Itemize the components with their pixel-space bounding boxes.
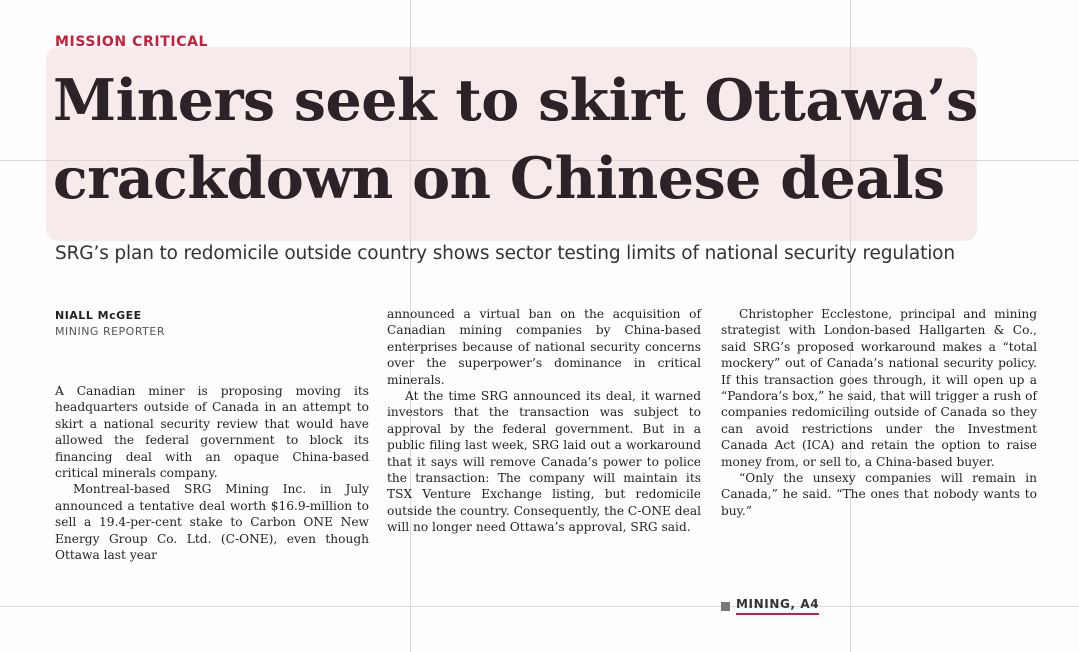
continued-label: MINING, A4 (736, 597, 819, 615)
author-role: MINING REPORTER (55, 325, 165, 338)
article-column-1 (55, 383, 369, 563)
paragraph: announced a virtual ban on the acquisition of Canadian mining companies by China-based enterprises because of national security concerns over the superpower’s dominance in critical minerals. (387, 307, 701, 387)
headline: Miners seek to skirt Ottawa’s crackdown on Chinese deals (53, 67, 978, 212)
article-column-2 (387, 306, 701, 536)
subheadline: SRG’s plan to redomicile outside country shows sector testing limits of national security regulation (55, 243, 955, 264)
kicker: MISSION CRITICAL (55, 34, 209, 50)
paragraph: “Only the unsexy companies will remain in Canada,” he said. “The ones that nobody wants to buy.” (721, 471, 1037, 518)
paragraph: At the time SRG announced its deal, it warned investors that the transaction was subject to approval by the federal government. But in a public filing last week, SRG laid out a workaround that it says will remove Canada’s power to police the transaction: The company will maintain its TSX Venture Exchange listing, but redomicile outside the country. Consequently, the C-ONE deal will no longer need Ottawa’s approval, SRG said. (387, 389, 701, 535)
byline (55, 309, 165, 338)
paragraph: Christopher Ecclestone, principal and mining strategist with London-based Hallgarten & Co., said SRG’s proposed workaround makes a “total mockery” out of Canada’s national security policy. If this transaction goes through, it will open up a “Pandora’s box,” he said, that will trigger a rush of companies redomiciling outside of Canada so they can avoid restrictions under the Investment Canada Act (ICA) and retain the option to raise money from, or sell to, a China-based buyer. (721, 307, 1037, 469)
guide-line-horizontal (0, 606, 1079, 607)
paragraph: Montreal-based SRG Mining Inc. in July announced a tentative deal worth $16.9-million to sell a 19.4-per-cent stake to Carbon ONE New Energy Group Co. Ltd. (C-ONE), even though Ottawa last year (55, 482, 369, 563)
continued-link[interactable] (721, 597, 819, 615)
paragraph: A Canadian miner is proposing moving its headquarters outside of Canada in an attempt to skirt a national security review that would have allowed the federal government to block its financing deal with an opaque China-based critical minerals company. (55, 384, 369, 481)
article-column-3 (721, 306, 1037, 519)
author-name: NIALL McGEE (55, 309, 142, 322)
square-bullet-icon (721, 602, 730, 611)
